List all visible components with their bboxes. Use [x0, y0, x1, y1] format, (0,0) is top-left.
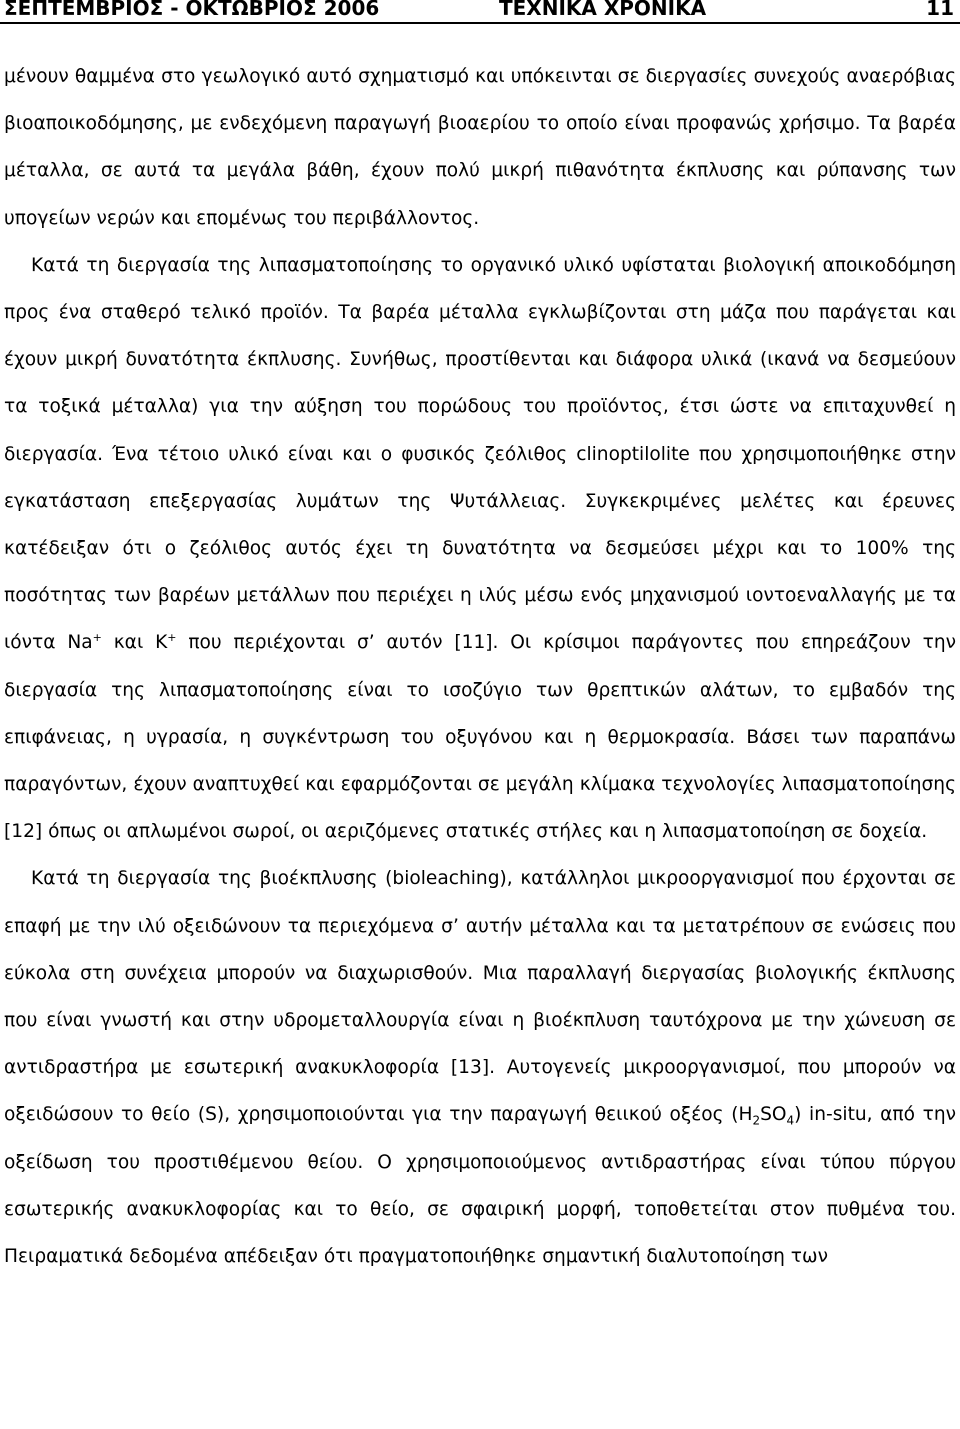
issue-date: ΣΕΠΤΕΜΒΡΙΟΣ - ΟΚΤΩΒΡΙΟΣ 2006 — [4, 0, 380, 20]
paragraph-text: που περιέχονται σ’ αυτόν [11]. Οι κρίσιμοι παράγοντες που επηρεάζουν την διεργασία της λιπασματοποίησης είναι το ισοζύγιο των θρεπτικών αλάτων, το εμβαδόν της επιφάνειας, η υγρασία, η συγκέντρωση του οξυγόνου και η θερμοκρασία. Βάσει των παραπάνω παραγόντων, έχουν αναπτυχθεί και εφαρμόζονται σε μεγάλη κλίμακα τεχνολογίες λιπασματοποίησης [12] όπως οι απλωμένοι σωροί, οι αεριζόμενες στατικές στήλες και η λιπασματοποίηση σε δοχεία. — [4, 632, 956, 843]
paragraph-text: Κατά τη διεργασία της βιοέκπλυσης (bioleaching), κατάλληλοι μικροοργανισμοί που έρχονται σε επαφή με την ιλύ οξειδώνουν τα περιεχόμενα σ’ αυτήν μέταλλα και τα μετατρέπουν σε ενώσεις που εύκολα στη συνέχεια μπορούν να διαχωρισθούν. Μια παραλλαγή διεργασίας βιολογικής έκπλυσης που είναι γνωστή και στην υδρομεταλλουργία είναι η βιοέκπλυση ταυτόχρονα με την χώνευση σε αντιδραστήρα με εσωτερική ανακυκλοφορία [13]. Αυτογενείς μικροοργανισμοί, που μπορούν να οξειδώσουν το θείο (S), χρησιμοποιούνται για την παραγωγή θειικού οξέος (H — [4, 868, 956, 1126]
page-header — [0, 0, 960, 24]
paragraph-text: SO — [760, 1104, 787, 1126]
superscript-plus: + — [92, 631, 102, 645]
paragraph-continued — [4, 53, 956, 242]
paragraph-composting — [4, 242, 956, 856]
subscript-4: 4 — [786, 1114, 795, 1129]
superscript-plus: + — [167, 631, 177, 645]
journal-title: ΤΕΧΝΙΚΑ ΧΡΟΝΙΚΑ — [499, 0, 707, 20]
paragraph-text: μένουν θαμμένα στο γεωλογικό αυτό σχηματισμό και υπόκεινται σε διεργασίες συνεχούς αναερόβιας βιοαποικοδόμησης, με ενδεχόμενη παραγωγή βιοαερίου το οποίο είναι προφανώς χρήσιμο. Τα βαρέα μέταλλα, σε αυτά τα μεγάλα βάθη, έχουν πολύ μικρή πιθανότητα έκπλυσης και ρύπανσης των υπογείων νερών και επομένως του περιβάλλοντος. — [4, 66, 956, 229]
paragraph-text: και K — [101, 632, 168, 654]
paragraph-text: ) in-situ, από την οξείδωση του προστιθέμενου θείου. Ο χρησιμοποιούμενος αντιδραστήρας είναι τύπου πύργου εσωτερικής ανακυκλοφορίας και το θείο, σε σφαιρική μορφή, τοποθετείται στον πυθμένα του. Πειραματικά δεδομένα απέδειξαν ότι πραγματοποιήθηκε σημαντική διαλυτοποίηση των — [4, 1104, 956, 1268]
article-body — [4, 53, 956, 1280]
subscript-2: 2 — [752, 1114, 761, 1129]
paragraph-bioleaching — [4, 855, 956, 1280]
paragraph-text: Κατά τη διεργασία της λιπασματοποίησης το οργανικό υλικό υφίσταται βιολογική αποικοδόμηση προς ένα σταθερό τελικό προϊόν. Τα βαρέα μέταλλα εγκλωβίζονται στη μάζα που παράγεται και έχουν μικρή δυνατότητα έκπλυσης. Συνήθως, προστίθενται και διάφορα υλικά (ικανά να δεσμεύουν τα τοξικά μέταλλα) για την αύξηση του πορώδους του προϊόντος, έτσι ώστε να επιταχυνθεί η διεργασία. Ένα τέτοιο υλικό είναι και ο φυσικός ζεόλιθος clinoptilolite που χρησιμοποιήθηκε στην εγκατάσταση επεξεργασίας λυμάτων της Ψυτάλλειας. Συγκεκριμένες μελέτες και έρευνες κατέδειξαν ότι ο ζεόλιθος αυτός έχει τη δυνατότητα να δεσμεύσει μέχρι και το 100% της ποσότητας των βαρέων μετάλλων που περιέχει η ιλύς μέσω ενός μηχανισμού ιοντοεναλλαγής με τα ιόντα Na — [4, 254, 956, 654]
page-number: 11 — [926, 0, 954, 20]
